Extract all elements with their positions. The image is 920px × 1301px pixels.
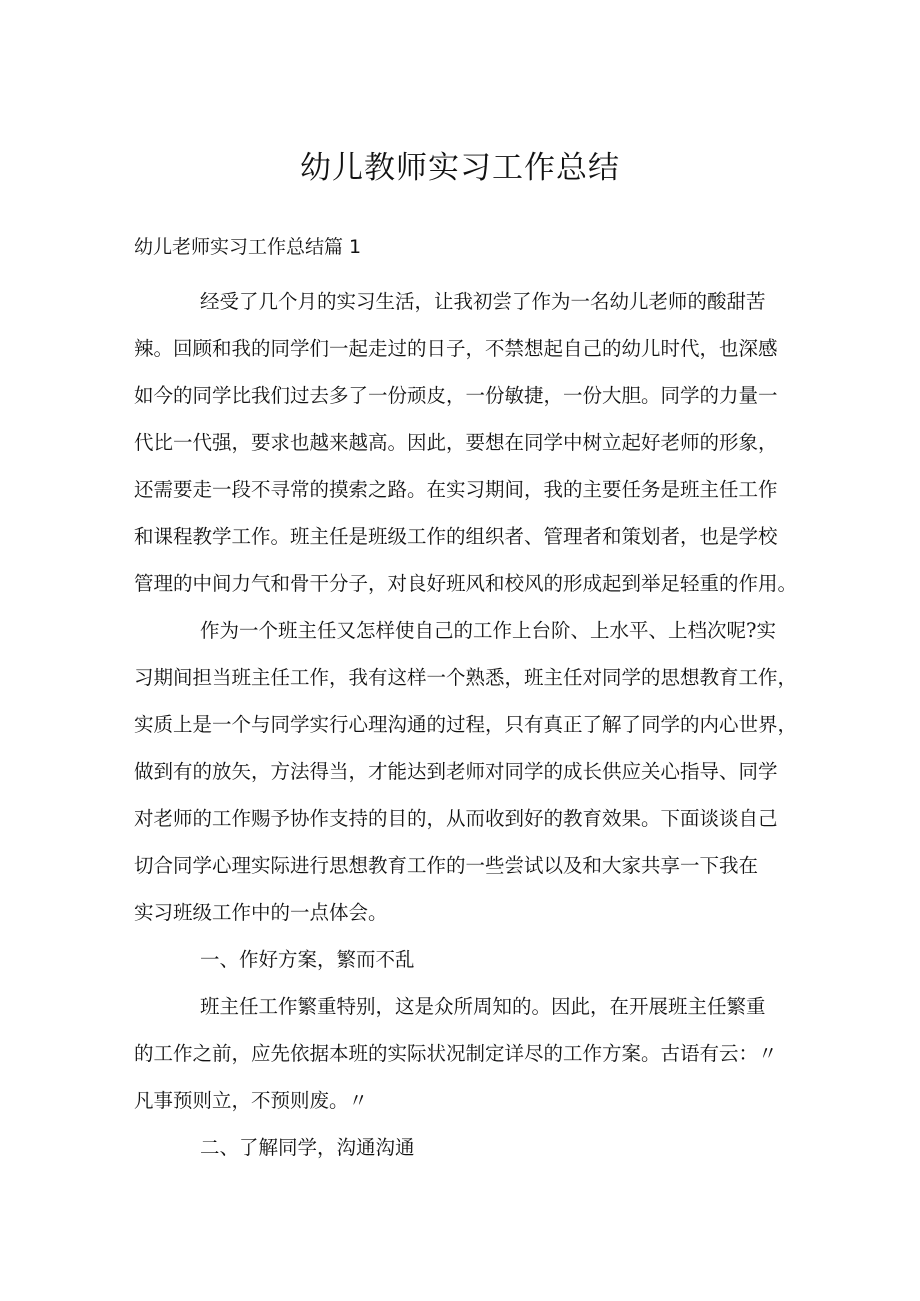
text-line: 管理的中间力气和骨干分子，对良好班风和校风的形成起到举足轻重的作用。 [134, 572, 798, 595]
text-line: 和课程教学工作。班主任是班级工作的组织者、管理者和策划者，也是学校 [134, 525, 778, 548]
text-line: 如今的同学比我们过去多了一份顽皮，一份敏捷，一份大胆。同学的力量一 [134, 384, 778, 407]
text-line: 做到有的放矢，方法得当，才能达到老师对同学的成长供应关心指导、同学 [134, 760, 778, 783]
text-line: 二、了解同学，沟通沟通 [200, 1136, 415, 1159]
text-line: 实质上是一个与同学实行心理沟通的过程，只有真正了解了同学的内心世界， [134, 713, 798, 736]
document-body [134, 278, 798, 1171]
text-line: 凡事预则立，不预则废。〃 [134, 1089, 369, 1112]
text-line: 经受了几个月的实习生活，让我初尝了作为一名幼儿老师的酸甜苦 [200, 290, 766, 313]
subheading-plan [134, 936, 794, 983]
paragraph-3 [134, 983, 794, 1124]
paragraph-2 [134, 607, 798, 936]
text-line: 实习班级工作中的一点体会。 [134, 901, 388, 924]
text-line: 对老师的工作赐予协作支持的目的，从而收到好的教育效果。下面谈谈自己 [134, 807, 778, 830]
text-line: 习期间担当班主任工作，我有这样一个熟悉，班主任对同学的思想教育工作， [134, 666, 798, 689]
subheading-understand [134, 1124, 794, 1171]
text-line: 代比一代强，要求也越来越高。因此，要想在同学中树立起好老师的形象， [134, 431, 778, 454]
text-line: 作为一个班主任又怎样使自己的工作上台阶、上水平、上档次呢?实 [200, 619, 776, 642]
section-heading: 幼儿老师实习工作总结篇 1 [134, 236, 362, 258]
text-line: 班主任工作繁重特别，这是众所周知的。因此，在开展班主任繁重 [200, 995, 766, 1018]
paragraph-1 [134, 278, 798, 607]
document-title: 幼儿教师实习工作总结 [300, 150, 620, 186]
text-line: 辣。回顾和我的同学们一起走过的日子，不禁想起自己的幼儿时代，也深感 [134, 337, 778, 360]
text-line: 的工作之前，应先依据本班的实际状况制定详尽的工作方案。古语有云：〃 [134, 1042, 778, 1065]
text-line: 切合同学心理实际进行思想教育工作的一些尝试以及和大家共享一下我在 [134, 854, 759, 877]
text-line: 一、作好方案，繁而不乱 [200, 948, 415, 971]
text-line: 还需要走一段不寻常的摸索之路。在实习期间，我的主要任务是班主任工作 [134, 478, 778, 501]
